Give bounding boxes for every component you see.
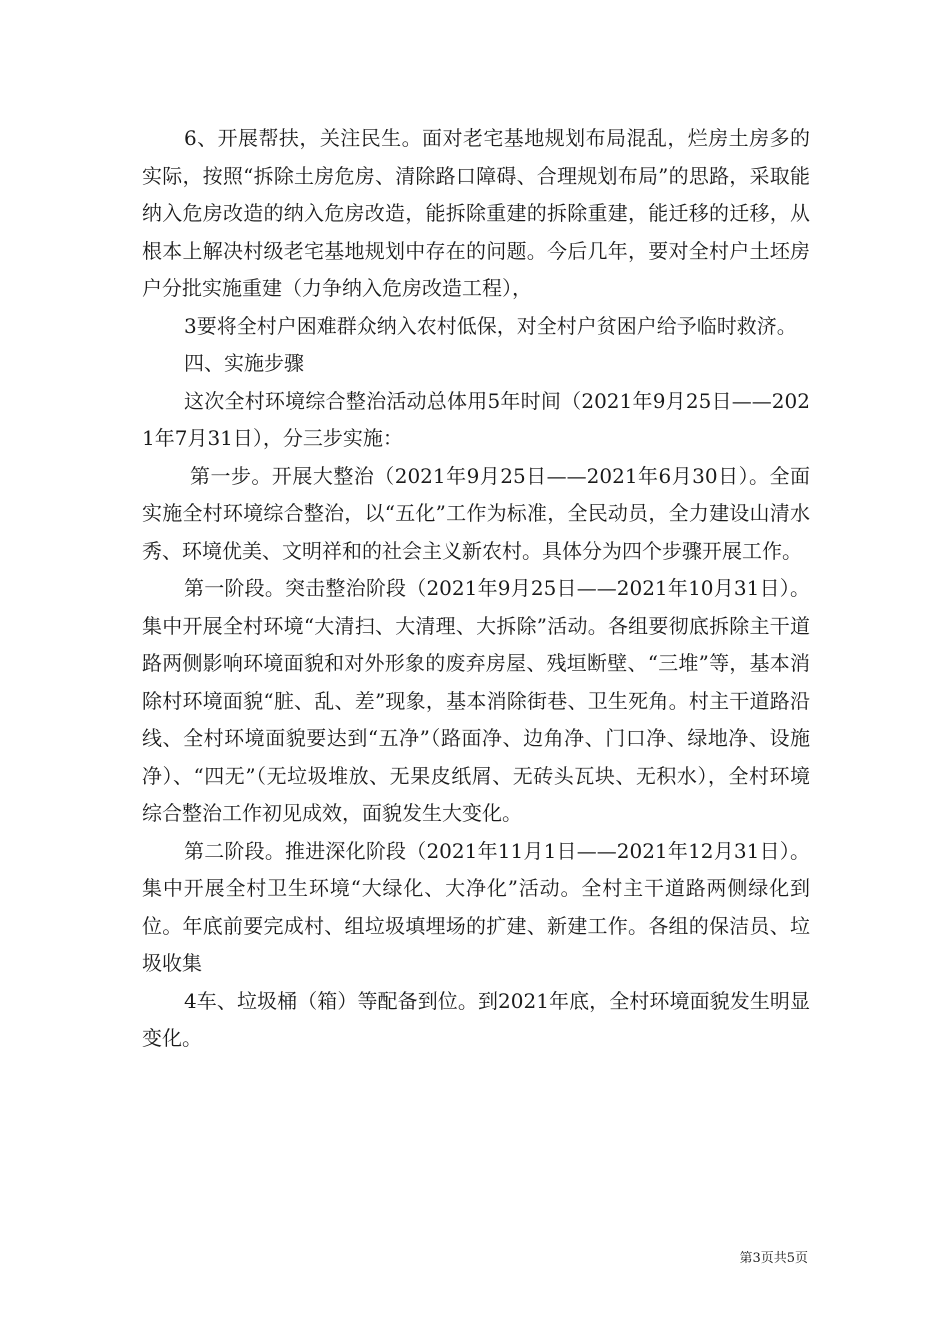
paragraph-help-livelihood: 6、开展帮扶，关注民生。面对老宅基地规划布局混乱，烂房土房多的实际，按照“拆除土房危房、清除路口障碍、合理规划布局”的思路，采取能纳入危房改造的纳入危房改造，能拆除重建的拆除重建，能迁移的迁移，从根本上解决村级老宅基地规划中存在的问题。今后几年，要对全村户土坯房户分批实施重建（力争纳入危房改造工程）， <box>142 126 810 300</box>
paragraph-equipment: 4车、垃圾桶（箱）等配备到位。到2021年底，全村环境面貌发生明显变化。 <box>142 988 810 1050</box>
page-number: 第3页共5页 <box>739 1251 808 1266</box>
paragraph-step-one: 第一步。开展大整治（2021年9月25日——2021年6月30日）。全面实施全村环境综合整治，以“五化”工作为标准，全民动员，全力建设山清水秀、环境优美、文明祥和的社会主义新农村。具体分为四个步骤开展工作。 <box>142 463 810 563</box>
paragraph-phase-one: 第一阶段。突击整治阶段（2021年9月25日——2021年10月31日）。集中开展全村环境“大清扫、大清理、大拆除”活动。各组要彻底拆除主干道路两侧影响环境面貌和对外形象的废弃房屋、残垣断壁、“三堆”等，基本消除村环境面貌“脏、乱、差”现象，基本消除街巷、卫生死角。村主干道路沿线、全村环境面貌要达到“五净”（路面净、边角净、门口净、绿地净、设施净）、“四无”（无垃圾堆放、无果皮纸屑、无砖头瓦块、无积水），全村环境综合整治工作初见成效，面貌发生大变化。 <box>142 576 810 825</box>
section-heading-implementation-steps: 四、实施步骤 <box>184 351 304 375</box>
document-body <box>142 120 810 1058</box>
paragraph-phase-two: 第二阶段。推进深化阶段（2021年11月1日——2021年12月31日）。集中开展全村卫生环境“大绿化、大净化”活动。全村主干道路两侧绿化到位。年底前要完成村、组垃圾填埋场的扩建、新建工作。各组的保洁员、垃圾收集 <box>142 838 810 975</box>
paragraph-overall-timeline: 这次全村环境综合整治活动总体用5年时间（2021年9月25日——2021年7月31日），分三步实施： <box>142 388 810 450</box>
paragraph-low-income-relief: 3要将全村户困难群众纳入农村低保，对全村户贫困户给予临时救济。 <box>184 313 797 338</box>
